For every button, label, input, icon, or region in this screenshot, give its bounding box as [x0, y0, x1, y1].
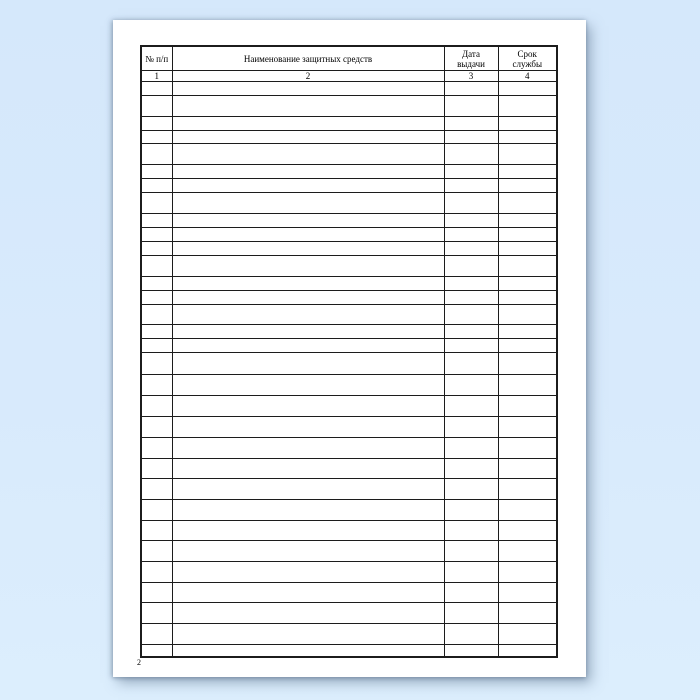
table-row: [141, 624, 557, 645]
table-cell: [172, 562, 444, 583]
table-cell: [141, 325, 172, 339]
table-row: [141, 165, 557, 179]
table-row: [141, 242, 557, 256]
table-cell: [172, 396, 444, 417]
table-cell: [444, 645, 498, 657]
table-cell: [172, 541, 444, 562]
table-cell: [141, 131, 172, 144]
table-row: [141, 603, 557, 624]
table-cell: [141, 144, 172, 165]
table-cell: [141, 500, 172, 521]
table-cell: [172, 256, 444, 277]
table-cell: [444, 277, 498, 291]
table-cell: [172, 583, 444, 603]
table-cell: [172, 228, 444, 242]
table-row: [141, 131, 557, 144]
column-number-cell: 3: [444, 71, 498, 82]
table-cell: [498, 165, 557, 179]
table-cell: [172, 624, 444, 645]
table-row: [141, 228, 557, 242]
table-cell: [498, 479, 557, 500]
table-cell: [498, 521, 557, 541]
table-row: [141, 96, 557, 117]
table-row: [141, 291, 557, 305]
table-cell: [141, 417, 172, 438]
table-cell: [498, 291, 557, 305]
table-cell: [141, 291, 172, 305]
table-cell: [172, 214, 444, 228]
table-cell: [141, 645, 172, 657]
table-cell: [444, 96, 498, 117]
table-cell: [172, 500, 444, 521]
table-row: [141, 325, 557, 339]
table-cell: [172, 438, 444, 459]
table-cell: [444, 325, 498, 339]
table-row: [141, 144, 557, 165]
table-cell: [444, 624, 498, 645]
table-cell: [172, 96, 444, 117]
table-row: [141, 417, 557, 438]
table-cell: [444, 291, 498, 305]
table-cell: [498, 228, 557, 242]
table-cell: [141, 193, 172, 214]
table-cell: [498, 459, 557, 479]
table-cell: [498, 396, 557, 417]
column-header-name: Наименование защитных средств: [172, 46, 444, 71]
table-cell: [444, 500, 498, 521]
table-cell: [141, 339, 172, 353]
table-cell: [141, 375, 172, 396]
table-cell: [498, 305, 557, 325]
column-number-cell: 1: [141, 71, 172, 82]
table-row: [141, 277, 557, 291]
table-cell: [172, 131, 444, 144]
table-empty-rows: [141, 82, 557, 657]
table-row: [141, 305, 557, 325]
table-cell: [141, 228, 172, 242]
table-cell: [141, 117, 172, 131]
table-cell: [172, 603, 444, 624]
table-cell: [172, 291, 444, 305]
column-number-cell: 4: [498, 71, 557, 82]
page-number: 2: [137, 658, 141, 667]
table-cell: [498, 256, 557, 277]
table-cell: [172, 242, 444, 256]
table-cell: [444, 131, 498, 144]
table-cell: [444, 339, 498, 353]
table-cell: [172, 193, 444, 214]
table-cell: [444, 165, 498, 179]
table-header: [141, 46, 557, 82]
table-cell: [141, 82, 172, 96]
column-header-issue-date: Дата выдачи: [444, 46, 498, 71]
table-cell: [498, 242, 557, 256]
table-cell: [172, 144, 444, 165]
column-header-service-life: Срок службы: [498, 46, 557, 71]
table-cell: [172, 179, 444, 193]
table-cell: [141, 179, 172, 193]
table-cell: [444, 479, 498, 500]
table-cell: [141, 479, 172, 500]
table-row: [141, 256, 557, 277]
table-cell: [141, 624, 172, 645]
table-cell: [444, 521, 498, 541]
table-cell: [498, 500, 557, 521]
table-cell: [444, 193, 498, 214]
table-row: [141, 438, 557, 459]
table-cell: [498, 438, 557, 459]
table-cell: [444, 117, 498, 131]
table-cell: [141, 603, 172, 624]
table-row: [141, 82, 557, 96]
table-cell: [172, 277, 444, 291]
table-cell: [498, 624, 557, 645]
header-row: [141, 46, 557, 71]
table-cell: [498, 179, 557, 193]
table-cell: [141, 438, 172, 459]
table-row: [141, 179, 557, 193]
table-cell: [498, 144, 557, 165]
table-cell: [444, 179, 498, 193]
table-cell: [444, 603, 498, 624]
table-cell: [172, 645, 444, 657]
protective-equipment-register-table: [140, 45, 558, 658]
table-cell: [141, 521, 172, 541]
table-row: [141, 193, 557, 214]
table-cell: [444, 82, 498, 96]
table-cell: [498, 541, 557, 562]
column-numbers-row: [141, 71, 557, 82]
column-header-number: № п/п: [141, 46, 172, 71]
table-row: [141, 562, 557, 583]
table-row: [141, 500, 557, 521]
table-row: [141, 521, 557, 541]
table-cell: [498, 417, 557, 438]
table-cell: [172, 305, 444, 325]
table-row: [141, 541, 557, 562]
table-cell: [141, 242, 172, 256]
table-cell: [444, 583, 498, 603]
table-cell: [172, 353, 444, 375]
table-cell: [498, 214, 557, 228]
table-cell: [444, 214, 498, 228]
table-cell: [141, 353, 172, 375]
table-cell: [498, 131, 557, 144]
table-cell: [498, 193, 557, 214]
table-cell: [498, 277, 557, 291]
table-cell: [172, 117, 444, 131]
table-cell: [444, 144, 498, 165]
table-cell: [444, 375, 498, 396]
table-cell: [172, 325, 444, 339]
table-cell: [444, 417, 498, 438]
table-cell: [141, 256, 172, 277]
table-row: [141, 479, 557, 500]
table-cell: [141, 96, 172, 117]
table-cell: [172, 479, 444, 500]
table-cell: [172, 417, 444, 438]
table-cell: [498, 645, 557, 657]
table-cell: [498, 353, 557, 375]
table-cell: [172, 521, 444, 541]
table-cell: [141, 305, 172, 325]
table-cell: [444, 459, 498, 479]
table-cell: [444, 438, 498, 459]
table-cell: [498, 325, 557, 339]
table-row: [141, 459, 557, 479]
table-cell: [141, 277, 172, 291]
table-row: [141, 117, 557, 131]
table-cell: [444, 256, 498, 277]
table-cell: [498, 117, 557, 131]
table-row: [141, 396, 557, 417]
table-cell: [141, 165, 172, 179]
table-cell: [141, 583, 172, 603]
table-cell: [172, 82, 444, 96]
table-row: [141, 583, 557, 603]
table-row: [141, 375, 557, 396]
table-cell: [141, 459, 172, 479]
table-cell: [498, 82, 557, 96]
table-row: [141, 645, 557, 657]
table-row: [141, 214, 557, 228]
table-cell: [444, 562, 498, 583]
table-cell: [498, 603, 557, 624]
table-cell: [172, 165, 444, 179]
table-cell: [444, 228, 498, 242]
column-number-cell: 2: [172, 71, 444, 82]
table-cell: [172, 375, 444, 396]
table-cell: [444, 305, 498, 325]
table-cell: [444, 242, 498, 256]
table-cell: [498, 96, 557, 117]
table-cell: [141, 541, 172, 562]
document-page: [113, 20, 586, 677]
table-cell: [444, 541, 498, 562]
table-cell: [498, 375, 557, 396]
table-cell: [141, 562, 172, 583]
table-cell: [141, 214, 172, 228]
table-cell: [444, 396, 498, 417]
table-row: [141, 353, 557, 375]
table-cell: [141, 396, 172, 417]
table-cell: [498, 339, 557, 353]
table-cell: [172, 459, 444, 479]
table-cell: [444, 353, 498, 375]
table-cell: [498, 583, 557, 603]
table-cell: [172, 339, 444, 353]
table-cell: [498, 562, 557, 583]
table-row: [141, 339, 557, 353]
